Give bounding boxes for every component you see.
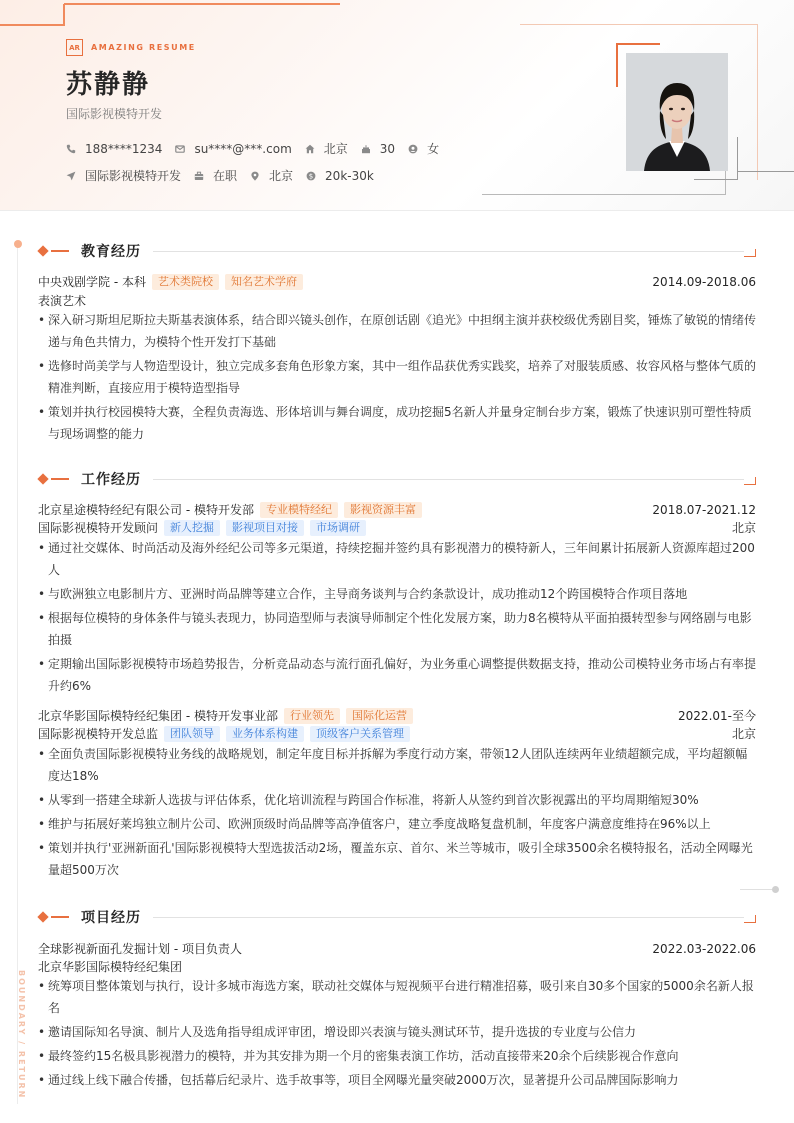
job-position: 国际影视模特开发顾问 [38, 521, 159, 535]
skill-tag: 市场调研 [310, 520, 366, 536]
corner-mark [744, 915, 756, 923]
job-bullets [38, 743, 756, 883]
project-org: 北京华影国际模特经纪集团 [38, 960, 183, 974]
cake-icon [361, 144, 371, 154]
section-education-title [38, 241, 756, 261]
list-item: • 深入研习斯坦尼斯拉夫斯基表演体系，结合即兴镜头创作，在原创话剧《追光》中担纲主演并获校级优秀剧目奖，锤炼了敏锐的情绪传递与角色共情力，为模特个性开发打下基础 [38, 309, 756, 353]
salary-icon [306, 171, 316, 181]
school-tag: 艺术类院校 [152, 274, 219, 290]
gender-icon [408, 144, 418, 154]
contact-gender-text: 女 [427, 142, 440, 156]
job-entry [38, 707, 756, 724]
diamond-icon [37, 911, 48, 922]
resume-header [0, 0, 794, 211]
company-name: 北京华影国际模特经纪集团 - 模特开发事业部 [38, 709, 278, 723]
photo-frame-corner [616, 43, 618, 87]
list-item: • 与欧洲独立电影制片方、亚洲时尚品牌等建立合作，主导商务谈判与合约条款设计，成功推动12个跨国模特合作项目落地 [38, 583, 756, 605]
contact-age [361, 142, 395, 156]
project-entry [38, 940, 756, 957]
list-item: • 定期输出国际影视模特市场趋势报告，分析竞品动态与流行面孔偏好，为业务重心调整提供数据支持，推动公司模特业务市场占有率提升约6% [38, 653, 756, 697]
job-position-row [38, 725, 756, 742]
intention-city [250, 167, 293, 184]
job-city: 北京 [731, 521, 756, 535]
contact-city [305, 140, 348, 157]
decor-line [63, 4, 65, 26]
job-position: 国际影视模特开发总监 [38, 727, 159, 741]
section-work-title [38, 469, 756, 489]
decor-line [0, 24, 64, 26]
candidate-name: 苏静静 [66, 70, 151, 100]
intention-status-text: 在职 [213, 169, 238, 183]
job-date: 2018.07-2021.12 [652, 502, 756, 517]
mail-icon [175, 144, 185, 154]
school-tag: 知名艺术学府 [225, 274, 303, 290]
brand-text: AMAZING RESUME [91, 43, 196, 52]
section-title-text: 教育经历 [81, 244, 141, 260]
corner-mark [744, 477, 756, 485]
skill-tag: 影视项目对接 [226, 520, 304, 536]
avatar [626, 53, 728, 171]
education-bullets [38, 309, 756, 447]
project-bullets [38, 975, 756, 1093]
skill-tag: 业务体系构建 [226, 726, 304, 742]
phone-icon [66, 144, 76, 154]
decor-line [740, 889, 774, 890]
list-item: • 全面负责国际影视模特业务线的战略规划，制定年度目标并拆解为季度行动方案，带领12人团队连续两年业绩超额完成，平均超额幅度达18% [38, 743, 756, 787]
home-icon [305, 144, 315, 154]
contact-phone-text: 188****1234 [85, 141, 163, 156]
location-pin-icon [250, 171, 260, 181]
photo-frame-corner [616, 43, 660, 45]
contact-gender [408, 140, 439, 157]
project-date: 2022.03-2022.06 [652, 941, 756, 956]
contact-city-text: 北京 [323, 142, 348, 156]
intention-salary-text: 20k-30k [325, 168, 374, 183]
company-tag: 国际化运营 [346, 708, 413, 724]
diamond-icon [37, 473, 48, 484]
contact-email-text: su****@***.com [194, 141, 292, 156]
corner-mark [744, 249, 756, 257]
list-item: • 策划并执行校园模特大赛，全程负责海选、形体培训与舞台调度，成功挖掘5名新人并量身定制台步方案，锻炼了快速识别可塑性特质与现场调整的能力 [38, 401, 756, 445]
candidate-title: 国际影视模特开发 [66, 107, 163, 121]
intention-position [66, 167, 181, 184]
brand [66, 39, 196, 56]
section-divider [153, 251, 744, 252]
job-bullets [38, 537, 756, 699]
list-item: • 邀请国际知名导演、制片人及选角指导组成评审团，增设即兴表演与镜头测试环节，提升选拔的专业度与公信力 [38, 1021, 756, 1043]
intention-status [194, 167, 237, 184]
section-title-text: 工作经历 [81, 472, 141, 488]
list-item: • 通过线上线下融合传播，包括幕后纪录片、选手故事等，项目全网曝光量突破2000万次，显著提升公司品牌国际影响力 [38, 1069, 756, 1091]
briefcase-icon [194, 171, 204, 181]
decor-line [737, 137, 738, 180]
brand-badge: AR [66, 39, 83, 56]
decor-dot [772, 886, 779, 893]
skill-tag: 团队领导 [164, 726, 220, 742]
contact-age-text: 30 [379, 141, 396, 156]
job-entry [38, 501, 756, 518]
contact-phone [66, 142, 162, 156]
project-name: 全球影视新面孔发掘计划 - 项目负责人 [38, 942, 242, 956]
diamond-icon [37, 245, 48, 256]
school-name: 中央戏剧学院 - 本科 [38, 275, 146, 289]
intention-salary [306, 169, 374, 183]
list-item: • 从零到一搭建全球新人选拔与评估体系，优化培训流程与跨国合作标准，将新人从签约到首次影视露出的平均周期缩短30% [38, 789, 756, 811]
education-major: 表演艺术 [38, 294, 87, 308]
list-item: • 通过社交媒体、时尚活动及海外经纪公司等多元渠道，持续挖掘并签约具有影视潜力的模特新人，三年间累计拓展新人资源库超过200人 [38, 537, 756, 581]
list-item: • 根据每位模特的身体条件与镜头表现力，协同造型师与表演导师制定个性化发展方案，助力8名模特从平面拍摄转型参与网络剧与电影拍摄 [38, 607, 756, 651]
list-item: • 策划并执行'亚洲新面孔'国际影视模特大型选拔活动2场，覆盖东京、首尔、米兰等城市，吸引全球3500余名模特报名，活动全网曝光量超500万次 [38, 837, 756, 881]
intention-city-text: 北京 [269, 169, 294, 183]
education-entry [38, 273, 756, 290]
section-project-title [38, 907, 756, 927]
job-city: 北京 [731, 727, 756, 741]
decor-line [64, 3, 340, 5]
svg-text:$: $ [308, 172, 314, 181]
decor-dash [51, 916, 69, 918]
decor-dash [51, 478, 69, 480]
decor-line [694, 179, 738, 180]
send-icon [66, 171, 76, 181]
portrait-image [626, 53, 728, 171]
section-divider [153, 917, 744, 918]
decor-line [737, 171, 794, 172]
company-name: 北京星途模特经纪有限公司 - 模特开发部 [38, 503, 254, 517]
section-title-text: 项目经历 [81, 910, 141, 926]
decor-dot [14, 240, 22, 248]
list-item: • 维护与拓展好莱坞独立制片公司、欧洲顶级时尚品牌等高净值客户，建立季度战略复盘机制，年度客户满意度维持在96%以上 [38, 813, 756, 835]
job-position-row [38, 519, 756, 536]
decor-dash [51, 250, 69, 252]
intention-row [66, 167, 387, 184]
rail-label: BOUNDARY / RETURN [17, 970, 26, 1100]
education-date: 2014.09-2018.06 [652, 274, 756, 289]
intention-position-text: 国际影视模特开发 [85, 169, 182, 183]
job-date: 2022.01-至今 [678, 709, 756, 723]
contact-row [66, 140, 452, 157]
list-item: • 最终签约15名极具影视潜力的模特，并为其安排为期一个月的密集表演工作坊，活动直接带来20余个后续影视合作意向 [38, 1045, 756, 1067]
company-tag: 行业领先 [284, 708, 340, 724]
skill-tag: 顶级客户关系管理 [310, 726, 410, 742]
list-item: • 统筹项目整体策划与执行，设计多城市海选方案，联动社交媒体与短视频平台进行精准招募，吸引来自30多个国家的5000余名新人报名 [38, 975, 756, 1019]
company-tag: 影视资源丰富 [344, 502, 422, 518]
contact-email [175, 142, 291, 156]
section-divider [153, 479, 744, 480]
decor-line [482, 194, 726, 195]
skill-tag: 新人挖掘 [164, 520, 220, 536]
list-item: • 选修时尚美学与人物造型设计，独立完成多套角色形象方案，其中一组作品获优秀实践奖，培养了对服装质感、妆容风格与整体气质的精准判断，直接应用于模特造型指导 [38, 355, 756, 399]
company-tag: 专业模特经纪 [260, 502, 338, 518]
